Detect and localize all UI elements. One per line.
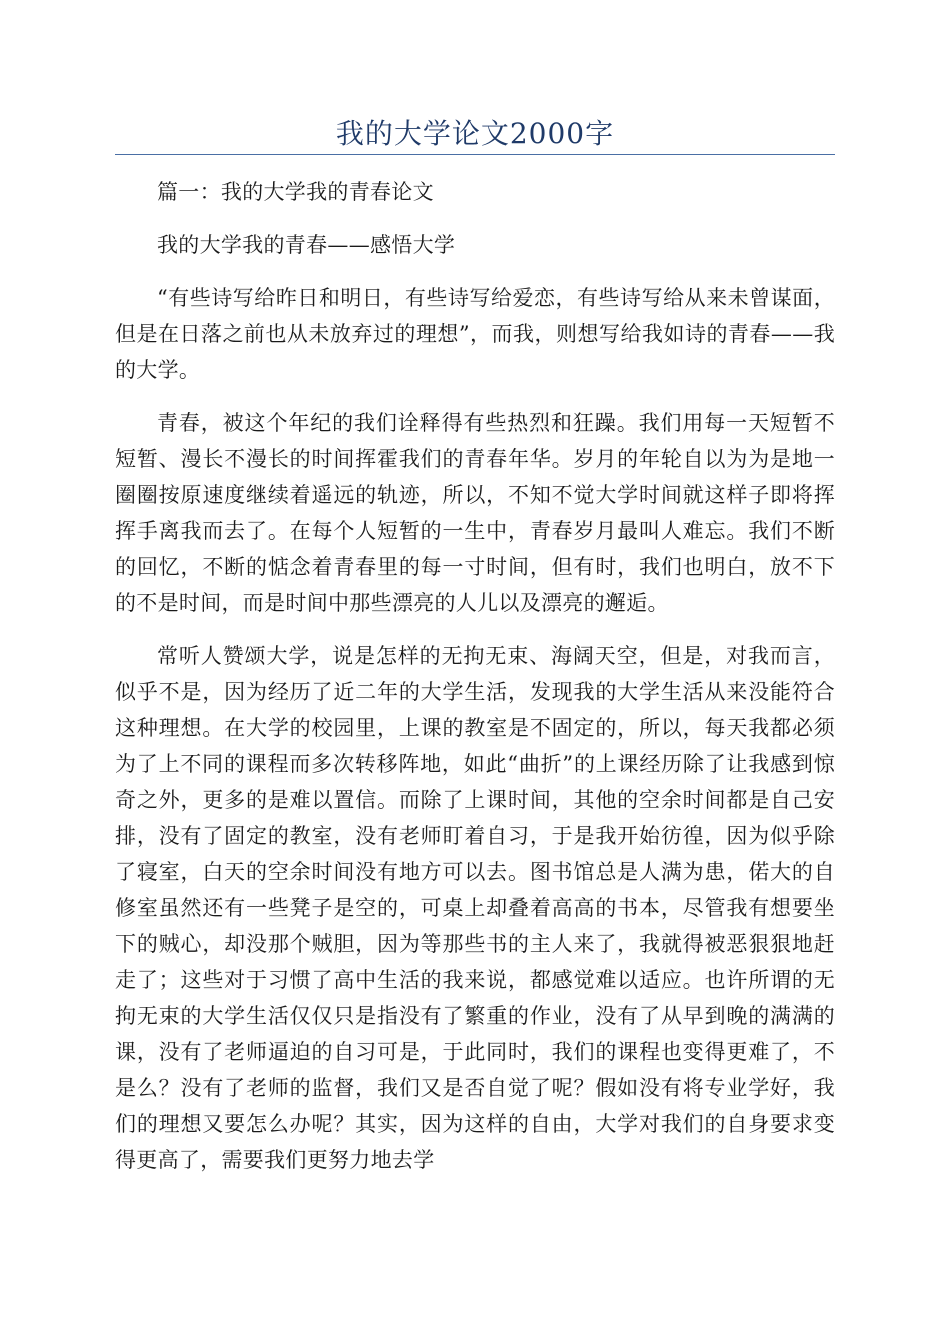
body-paragraph-1: “有些诗写给昨日和明日，有些诗写给爱恋，有些诗写给从来未曾谋面，但是在日落之前也从未放弃过的理想”，而我，则想写给我如诗的青春——我的大学。 <box>115 286 835 382</box>
section-heading: 篇一：我的大学我的青春论文 <box>157 180 434 204</box>
section-subtitle: 我的大学我的青春——感悟大学 <box>157 233 456 257</box>
title-underline <box>115 154 835 155</box>
body-paragraph-2: 青春，被这个年纪的我们诠释得有些热烈和狂躁。我们用每一天短暂不短暂、漫长不漫长的时间挥霍我们的青春年华。岁月的年轮自以为为是地一圈圈按原速度继续着遥远的轨迹，所以，不知不觉大学时间就这样子即将挥挥手离我而去了。在每个人短暂的一生中，青春岁月最叫人难忘。我们不断的回忆，不断的惦念着青春里的每一寸时间，但有时，我们也明白，放不下的不是时间，而是时间中那些漂亮的人儿以及漂亮的邂逅。 <box>115 411 835 615</box>
body-paragraph-3: 常听人赞颂大学，说是怎样的无拘无束、海阔天空，但是，对我而言，似乎不是，因为经历了近二年的大学生活，发现我的大学生活从来没能符合这种理想。在大学的校园里，上课的教室是不固定的，所以，每天我都必须为了上不同的课程而多次转移阵地，如此“曲折”的上课经历除了让我感到惊奇之外，更多的是难以置信。而除了上课时间，其他的空余时间都是自己安排，没有了固定的教室，没有老师盯着自习，于是我开始彷徨，因为似乎除了寝室，白天的空余时间没有地方可以去。图书馆总是人满为患，偌大的自修室虽然还有一些凳子是空的，可桌上却叠着高高的书本，尽管我有想要坐下的贼心，却没那个贼胆，因为等那些书的主人来了，我就得被恶狠狠地赶走了；这些对于习惯了高中生活的我来说，都感觉难以适应。也许所谓的无拘无束的大学生活仅仅只是指没有了繁重的作业，没有了从早到晚的满满的课，没有了老师逼迫的自习可是，于此同时，我们的课程也变得更难了，不是么？没有了老师的监督，我们又是否自觉了呢？假如没有将专业学好，我们的理想又要怎么办呢？其实，因为这样的自由，大学对我们的自身要求变得更高了，需要我们更努力地去学 <box>115 644 835 1172</box>
document-body <box>115 174 835 1195</box>
document-title: 我的大学论文2000字 <box>335 117 615 150</box>
